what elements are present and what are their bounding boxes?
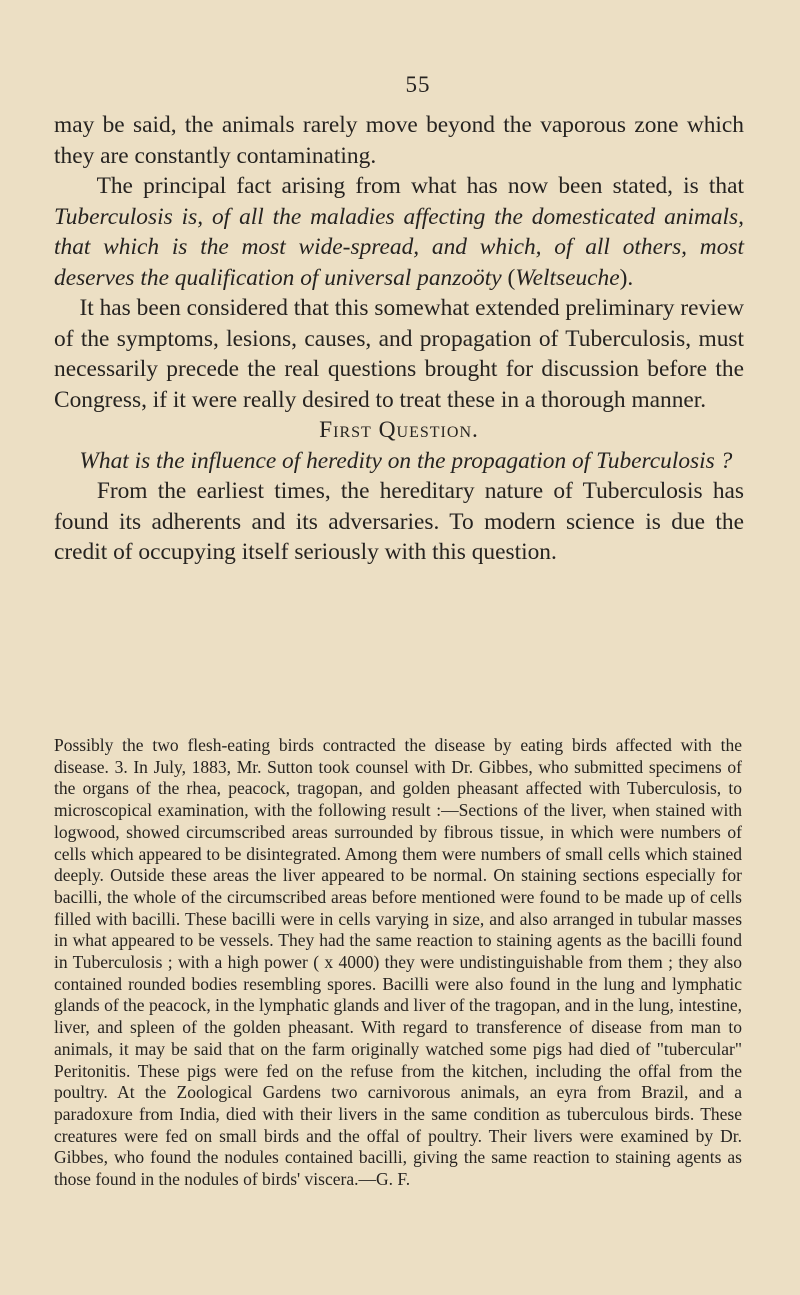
paragraph-lead: The principal fact arising from what has now been stated, is that (96, 173, 744, 199)
paragraph-principal-fact (54, 171, 744, 293)
question-text-content: What is the influence of heredity on the propagation of Tuberculosis ? (79, 447, 733, 474)
german-term: Weltseuche (515, 264, 620, 291)
footnote (54, 735, 742, 1191)
page-number: 55 (405, 72, 431, 97)
emphasized-conclusion: Tuberculosis is, of all the maladies affecting the domesticated animals, that which is the most wide-spread, and which, of all others, most deserves the qualification of universal panzoöty (54, 203, 744, 291)
paragraph-heredity (54, 476, 744, 568)
paragraph-heredity-text: From the earliest times, the hereditary nature of Tuberculosis has found its adherents and its adversaries. To modern science is due the credit of occupying itself seriously with this question. (54, 478, 745, 565)
paren-close: ). (619, 264, 634, 291)
paragraph-review-text: It has been considered that this somewhat extended preliminary review of the symptoms, lesions, causes, and propagation of Tuberculosis, must necessarily precede the real questions brought for discussion before the Congress, if it were really desired to treat these in a thorough manner. (54, 295, 744, 413)
paragraph-review (54, 293, 744, 415)
footnote-text: Possibly the two flesh-eating birds contracted the disease by eating birds affected with the disease. 3. In July, 1883, Mr. Sutton took counsel with Dr. Gibbes, who submitted specimens of the organs of the rhea, peacock, tragopan, and golden pheasant affected with Tuberculosis, to microscopical examination, with the following result :—Sections of the liver, when stained with logwood, showed circumscribed areas surrounded by fibrous tissue, in which were numbers of cells which appeared to be disintegrated. Among them were numbers of small cells which stained deeply. Outside these areas the liver appeared to be normal. On staining sections especially for bacilli, the whole of the circumscribed areas before mentioned were found to be made up of cells filled with bacilli. These bacilli were in cells varying in size, and also arranged in tubular masses in what appeared to be vessels. They had the same reaction to staining agents as the bacilli found in Tuberculosis ; with a high power ( x 4000) they were undistinguishable from them ; they also contained rounded bodies resembling spores. Bacilli were also found in the lung and lymphatic glands of the peacock, in the lymphatic glands and liver of the tragopan, and in the lung, intestine, liver, and spleen of the golden pheasant. With regard to transference of disease from man to animals, it may be said that on the farm originally watched some pigs had died of "tubercular" Peritonitis. These pigs were fed on the refuse from the kitchen, including the offal from the poultry. At the Zoological Gardens two carnivorous animals, an eyra from Brazil, and a paradoxure from India, died with their livers in the same condition as tuberculous birds. These creatures were fed on small birds and the offal of poultry. Their livers were examined by Dr. Gibbes, who found the nodules contained bacilli, giving the same reaction to staining agents as those found in the nodules of birds' viscera.—G. F. (54, 735, 742, 1190)
question-text (54, 446, 744, 477)
section-heading: First Question. (319, 417, 479, 443)
main-text (54, 110, 744, 568)
paren-open: ( (501, 264, 516, 291)
paragraph-continuation: may be said, the animals rarely move beyond the vaporous zone which they are constantly contaminating. (54, 112, 744, 169)
